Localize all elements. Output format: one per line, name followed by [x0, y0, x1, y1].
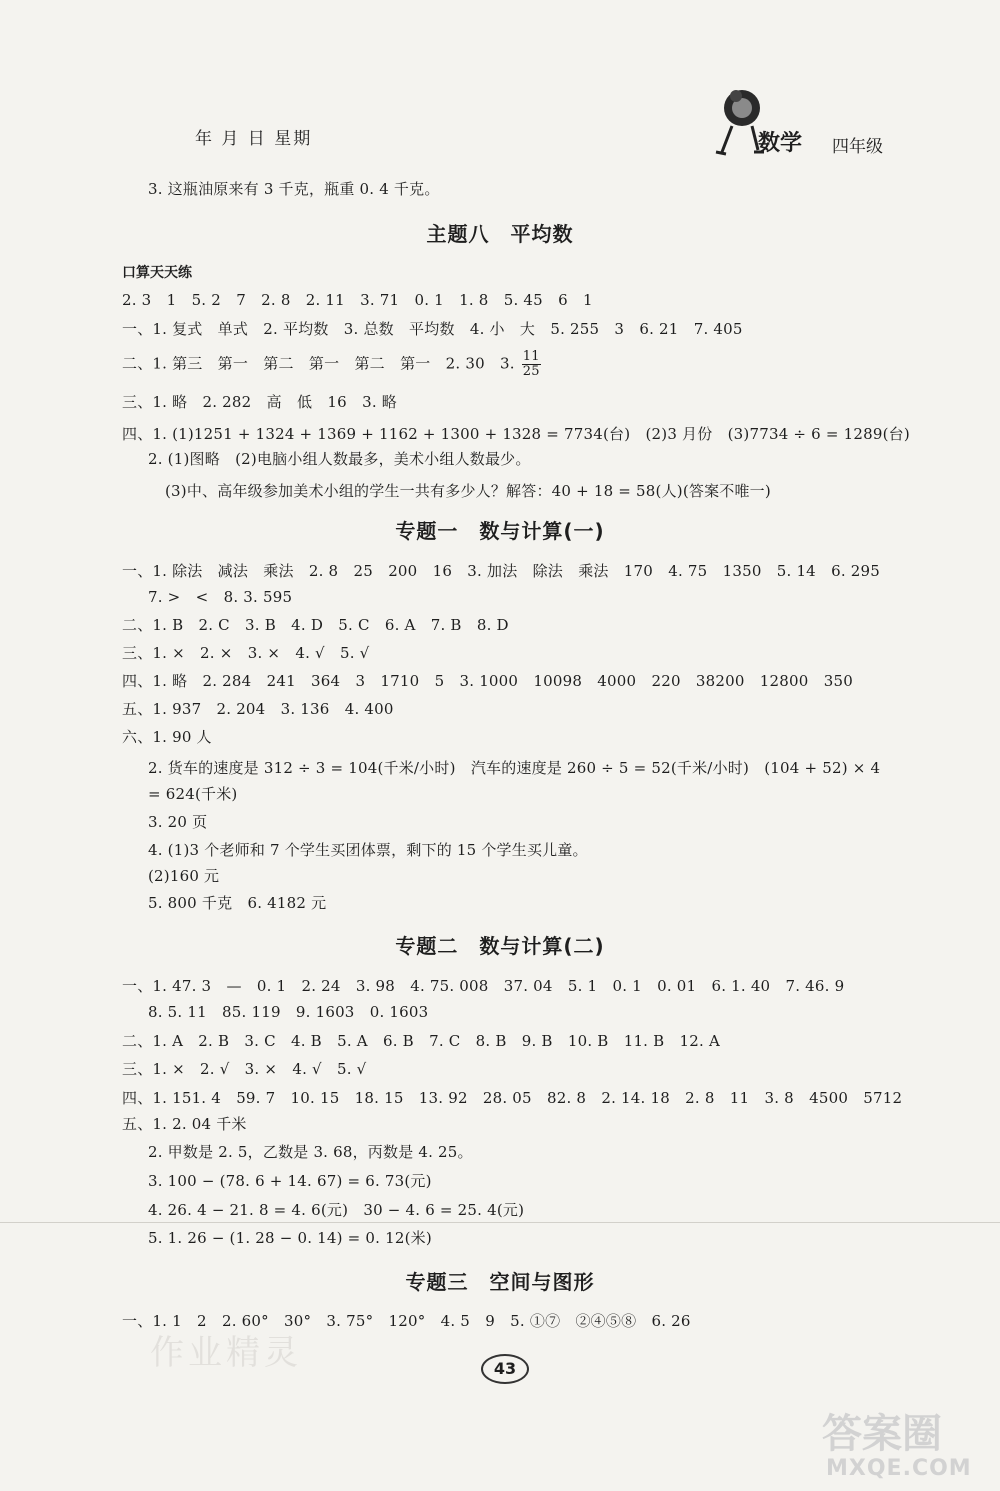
answer-line: 8. 5. 11 85. 119 9. 1603 0. 1603 — [148, 1003, 429, 1021]
answer-line: 三、1. 略 2. 282 高 低 16 3. 略 — [122, 393, 397, 411]
answer-line: 4. (1)3 个老师和 7 个学生买团体票，剩下的 15 个学生买儿童。 — [148, 841, 588, 859]
answer-line: 2. (1)图略 (2)电脑小组人数最多，美术小组人数最少。 — [148, 450, 531, 468]
watermark-url: MXQE.COM — [826, 1456, 972, 1481]
answer-line: 一、1. 除法 减法 乘法 2. 8 25 200 16 3. 加法 除法 乘法 170 4. 75 1350 5. 14 6. 295 — [122, 562, 881, 580]
section-title-topic-1: 专题一 数与计算(一) — [395, 519, 605, 543]
section-title-averages: 主题八 平均数 — [426, 222, 574, 246]
watermark-logo: 答案圈 — [822, 1411, 942, 1457]
oral-practice-heading: 口算天天练 — [122, 265, 192, 281]
answer-line: 二、1. B 2. C 3. B 4. D 5. C 6. A 7. B 8. D — [122, 616, 509, 634]
answer-line: 3. 这瓶油原来有 3 千克，瓶重 0. 4 千克。 — [148, 180, 440, 198]
answer-line — [122, 350, 541, 379]
answer-line: 四、1. 151. 4 59. 7 10. 15 18. 15 13. 92 28. 05 82. 8 2. 14. 18 2. 8 11 3. 8 4500 5712 — [122, 1089, 903, 1107]
answer-line: 5. 1. 26 − (1. 28 − 0. 14) = 0. 12(米) — [148, 1229, 432, 1247]
watermark-text: 作业精灵 — [150, 1333, 302, 1373]
answer-line: 2. 3 1 5. 2 7 2. 8 2. 11 3. 71 0. 1 1. 8 5. 45 6 1 — [122, 291, 593, 309]
answer-line: 四、1. 略 2. 284 241 364 3 1710 5 3. 1000 10098 4000 220 38200 12800 350 — [122, 672, 853, 690]
answer-line: 一、1. 复式 单式 2. 平均数 3. 总数 平均数 4. 小 大 5. 255 3 6. 21 7. 405 — [122, 320, 743, 338]
answer-line: 五、1. 937 2. 204 3. 136 4. 400 — [122, 700, 394, 718]
answer-line: 7. > < 8. 3. 595 — [148, 588, 293, 606]
section-title-topic-2: 专题二 数与计算(二) — [395, 934, 605, 958]
fraction — [522, 350, 541, 379]
answer-line: 五、1. 2. 04 千米 — [122, 1115, 247, 1133]
answer-line: 一、1. 47. 3 — 0. 1 2. 24 3. 98 4. 75. 008 37. 04 5. 1 0. 1 0. 01 6. 1. 40 7. 46. 9 — [122, 977, 845, 995]
scan-fold-line — [0, 1222, 1000, 1223]
grade-label: 四年级 — [832, 137, 883, 157]
answer-line: 3. 100 − (78. 6 + 14. 67) = 6. 73(元) — [148, 1172, 432, 1190]
subject-label: 数学 — [758, 131, 803, 156]
answer-line: (3)中、高年级参加美术小组的学生一共有多少人？解答：40 + 18 = 58(人)(答案不唯一) — [165, 482, 771, 500]
answer-line: 一、1. 1 2 2. 60° 30° 3. 75° 120° 4. 5 9 5. ①⑦ ②④⑤⑧ 6. 26 — [122, 1312, 691, 1330]
answer-line: = 624(千米) — [148, 785, 238, 803]
answer-line: 六、1. 90 人 — [122, 728, 212, 746]
answer-line: 2. 甲数是 2. 5，乙数是 3. 68，丙数是 4. 25。 — [148, 1143, 473, 1161]
answer-line: 4. 26. 4 − 21. 8 = 4. 6(元) 30 − 4. 6 = 25. 4(元) — [148, 1201, 525, 1219]
page-number: 43 — [481, 1354, 529, 1384]
answer-line: (2)160 元 — [148, 867, 220, 885]
date-header: 年 月 日 星期 — [195, 129, 313, 149]
answer-line: 3. 20 页 — [148, 813, 208, 831]
answer-line: 四、1. (1)1251 + 1324 + 1369 + 1162 + 1300 + 1328 = 7734(台) (2)3 月份 (3)7734 ÷ 6 = 1289(台) — [122, 425, 910, 443]
answer-line: 二、1. A 2. B 3. C 4. B 5. A 6. B 7. C 8. B 9. B 10. B 11. B 12. A — [122, 1032, 720, 1050]
answer-text: 二、1. 第三 第一 第二 第一 第二 第一 2. 30 3. — [122, 354, 515, 373]
answer-line: 三、1. × 2. × 3. × 4. √ 5. √ — [122, 644, 370, 662]
fraction-denominator: 25 — [522, 364, 540, 379]
answer-line: 5. 800 千克 6. 4182 元 — [148, 894, 327, 912]
fraction-numerator: 11 — [522, 349, 540, 364]
section-title-topic-3: 专题三 空间与图形 — [405, 1270, 595, 1294]
answer-line: 三、1. × 2. √ 3. × 4. √ 5. √ — [122, 1060, 367, 1078]
answer-line: 2. 货车的速度是 312 ÷ 3 = 104(千米/小时) 汽车的速度是 260 ÷ 5 = 52(千米/小时) (104 + 52) × 4 — [148, 759, 881, 777]
